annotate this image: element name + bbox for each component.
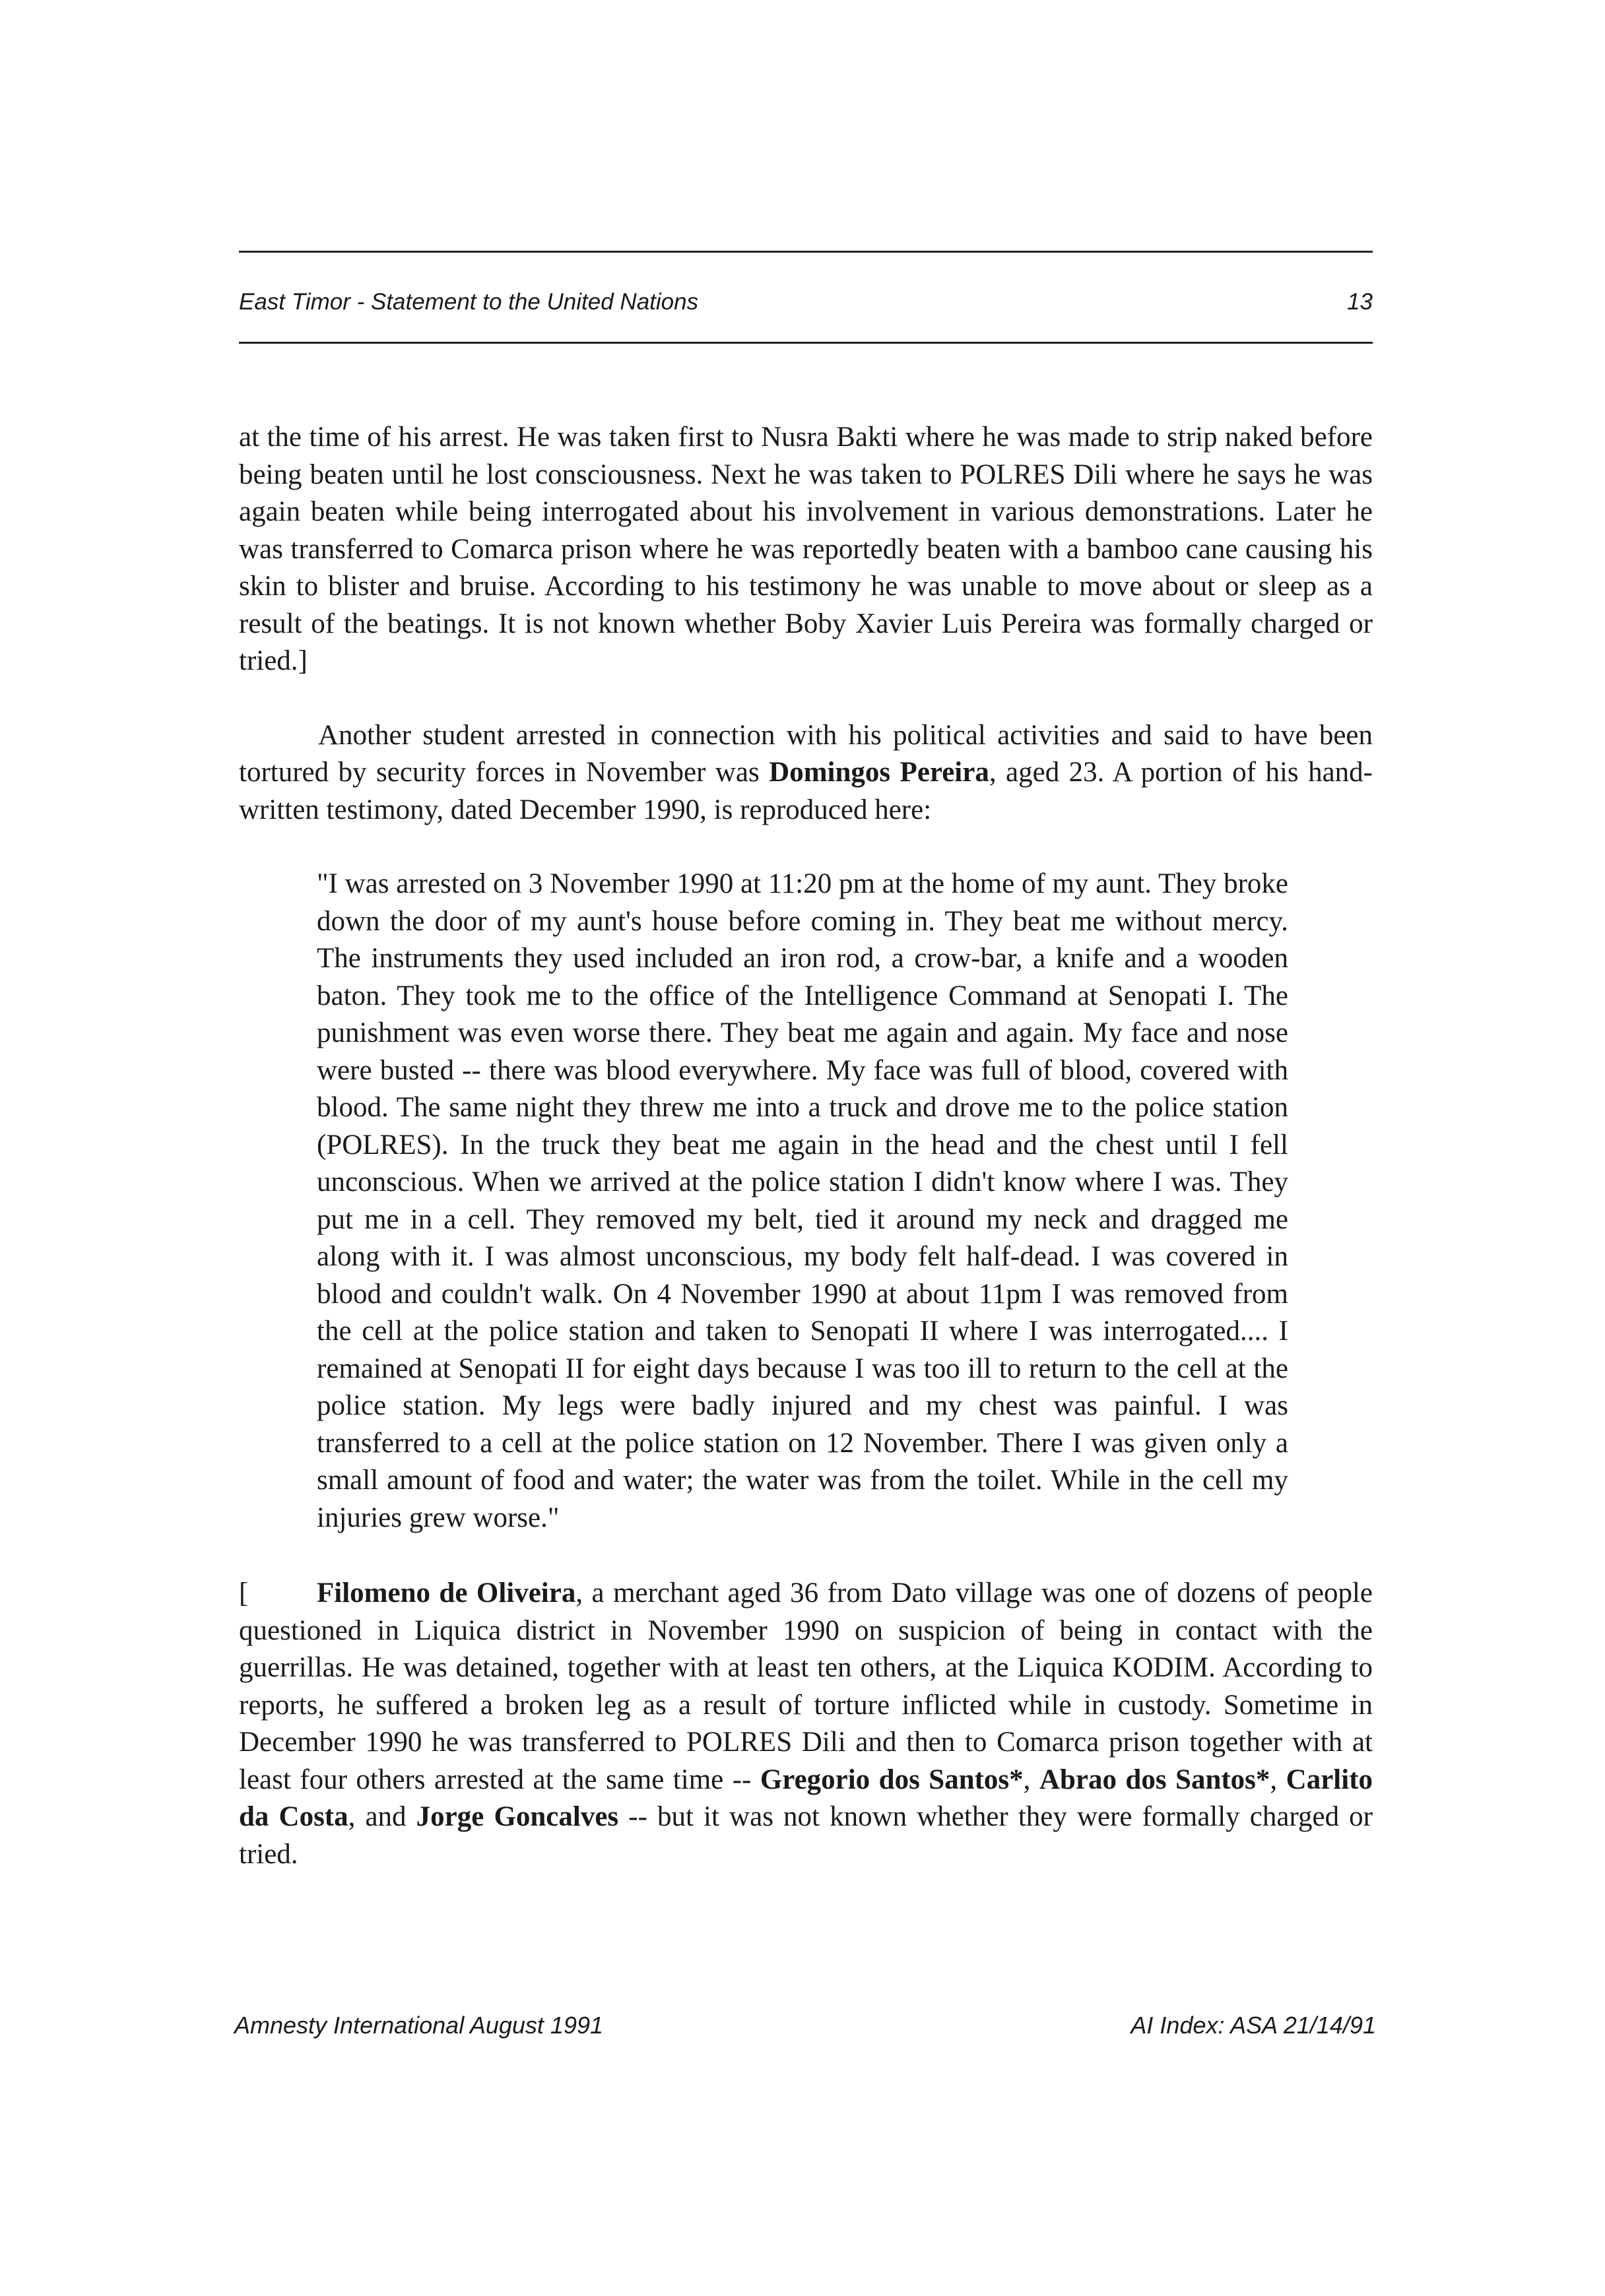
paragraph-text: , a merchant aged 36 from Dato village was one of dozens of people questioned in Liquica district in November 1990 on suspicion of being in contact with the guerrillas. He was detained, together with at least ten others, at the Liquica KODIM. According to reports, he suffered a broken leg as a result of torture inflicted while in custody. Sometime in December 1990 he was transferred to POLRES Dili and then to Comarca prison together with at least four others arrested at the same time -- — [239, 1578, 1373, 1795]
separator: , — [1023, 1764, 1039, 1795]
footer-index: AI Index: ASA 21/14/91 — [1130, 2012, 1376, 2039]
header-rule-bottom — [239, 342, 1373, 344]
running-header — [239, 282, 1373, 322]
page-number: 13 — [1347, 289, 1373, 315]
page-footer — [234, 2006, 1376, 2045]
paragraph-text: Another student arrested in connection with his political activities and said to have been tortured by security forces in November was — [239, 719, 1373, 788]
person-name: Abrao dos Santos* — [1039, 1764, 1270, 1795]
paragraph-filomeno-de-oliveira — [239, 1575, 1373, 1873]
document-title: East Timor - Statement to the United Nations — [239, 289, 699, 315]
person-name: Domingos Pereira — [769, 757, 989, 788]
separator: , and — [348, 1801, 416, 1832]
paragraph-continued: at the time of his arrest. He was taken first to Nusra Bakti where he was made to strip naked before being beaten until he lost consciousness. Next he was taken to POLRES Dili where he says he was again beaten while being interrogated about his involvement in various demonstrations. Later he was transferred to Comarca prison where he was reportedly beaten with a bamboo cane causing his skin to blister and bruise. According to his testimony he was unable to move about or sleep as a result of the beatings. It is not known whether Boby Xavier Luis Pereira was formally charged or tried.] — [239, 422, 1373, 676]
person-name: Gregorio dos Santos* — [760, 1764, 1024, 1795]
person-name: Carlito da Costa — [239, 1764, 1373, 1832]
bracket-mark: [ — [239, 1578, 249, 1609]
separator: , — [1270, 1764, 1286, 1795]
person-name: Jorge Goncalves — [416, 1801, 619, 1832]
person-name: Filomeno de Oliveira — [317, 1578, 576, 1609]
body-text — [239, 419, 1373, 1873]
footer-publisher: Amnesty International August 1991 — [234, 2012, 604, 2039]
paragraph-domingos-pereira — [239, 717, 1373, 829]
header-rule-top — [239, 251, 1373, 253]
paragraph-text: , aged 23. A portion of his hand-written testimony, dated December 1990, is reproduced here: — [239, 757, 1373, 825]
testimony-quote: "I was arrested on 3 November 1990 at 11:20 pm at the home of my aunt. They broke down the door of my aunt's house before coming in. They beat me without mercy. The instruments they used included an iron rod, a crow-bar, a knife and a wooden baton. They took me to the office of the Intelligence Command at Senopati I. The punishment was even worse there. They beat me again and again. My face and nose were busted -- there was blood everywhere. My face was full of blood, covered with blood. The same night they threw me into a truck and drove me to the police station (POLRES). In the truck they beat me again in the head and the chest until I fell unconscious. When we arrived at the police station I didn't know where I was. They put me in a cell. They removed my belt, tied it around my neck and dragged me along with it. I was almost unconscious, my body felt half-dead. I was covered in blood and couldn't walk. On 4 November 1990 at about 11pm I was removed from the cell at the police station and taken to Senopati II where I was interrogated.... I remained at Senopati II for eight days because I was too ill to return to the cell at the police station. My legs were badly injured and my chest was painful. I was transferred to a cell at the police station on 12 November. There I was given only a small amount of food and water; the water was from the toilet. While in the cell my injuries grew worse." — [317, 868, 1289, 1533]
paragraph-text: -- but it was not known whether they were formally charged or tried. — [239, 1801, 1373, 1870]
